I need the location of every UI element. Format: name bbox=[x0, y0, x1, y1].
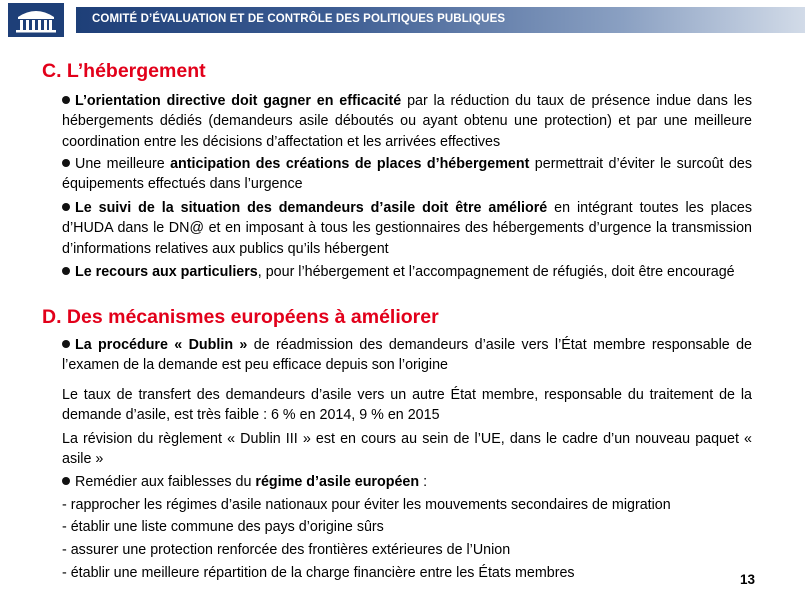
bullet-icon bbox=[62, 96, 70, 104]
section-d-item-dublin: La procédure « Dublin » de réadmission des demandeurs d’asile vers l’État membre responsable de l’examen de la demande est peu efficace depuis son l’origine bbox=[62, 337, 752, 374]
section-c-item-4: Le recours aux particuliers, pour l’hébergement et l’accompagnement de réfugiés, doit être encouragé bbox=[62, 262, 752, 282]
section-c-item-2: Une meilleure anticipation des créations de places d’hébergement permettrait d’éviter le surcoût des équipements effectués dans l’urgence bbox=[62, 156, 752, 193]
section-d-paragraph-revision: La révision du règlement « Dublin III » est en cours au sein de l’UE, dans le cadre d’un nouveau paquet « asile » bbox=[62, 431, 752, 468]
bullet-icon bbox=[62, 477, 70, 485]
bullet-icon bbox=[62, 203, 70, 211]
section-c-item-3: Le suivi de la situation des demandeurs d’asile doit être amélioré en intégrant toutes les places d’HUDA dans le DN@ et en imposant à tous les gestionnaires des hébergements d’urgence la transmission d’informations relatives aux publics qu’ils hébergent bbox=[62, 200, 752, 257]
assemblee-nationale-logo bbox=[8, 3, 64, 37]
bullet-icon bbox=[62, 159, 70, 167]
bullet-icon bbox=[62, 267, 70, 275]
dash-list-item: - établir une liste commune des pays d’origine sûrs bbox=[62, 519, 384, 535]
section-c-title: C. L’hébergement bbox=[42, 60, 206, 82]
page-number: 13 bbox=[740, 572, 756, 587]
header-title: COMITÉ D’ÉVALUATION ET DE CONTRÔLE DES POLITIQUES PUBLIQUES bbox=[92, 13, 506, 25]
dash-list-item: - établir une meilleure répartition de la charge financière entre les États membres bbox=[62, 565, 575, 581]
section-d-item-regime: Remédier aux faiblesses du régime d’asile européen : bbox=[62, 472, 752, 492]
section-c-item-1: L’orientation directive doit gagner en efficacité par la réduction du taux de présence indue dans les hébergements dédiés (demandeurs asile déboutés ou ayant obtenu une protection) et par une meilleure coordination entre les décisions d’affectation et les arrivées effectives bbox=[62, 93, 752, 150]
bullet-icon bbox=[62, 340, 70, 348]
section-d-title: D. Des mécanismes européens à améliorer bbox=[42, 306, 439, 328]
section-d-paragraph-transfer: Le taux de transfert des demandeurs d’asile vers un autre État membre, responsable du traitement de la demande d’asile, est très faible : 6 % en 2014, 9 % en 2015 bbox=[62, 387, 752, 424]
dash-list-item: - rapprocher les régimes d’asile nationaux pour éviter les mouvements secondaires de migration bbox=[62, 497, 671, 513]
dash-list-item: - assurer une protection renforcée des frontières extérieures de l’Union bbox=[62, 542, 511, 558]
header-banner bbox=[0, 0, 805, 40]
